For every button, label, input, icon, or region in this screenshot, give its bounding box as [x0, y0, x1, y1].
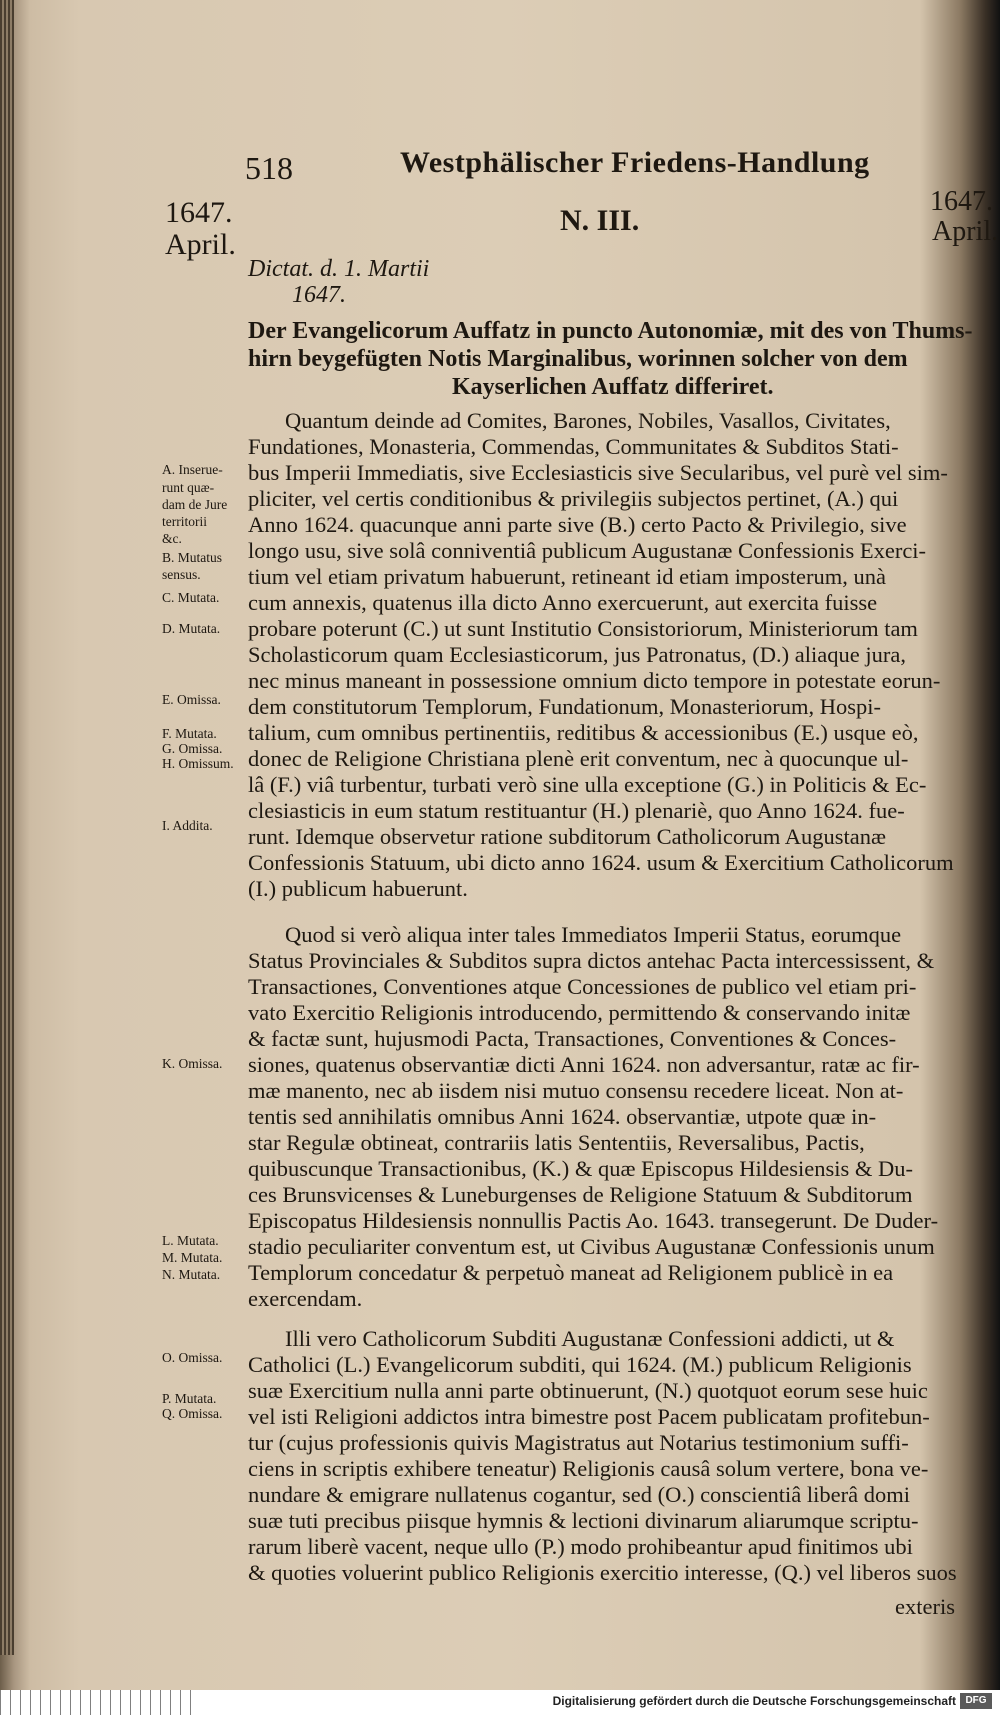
body-line: Catholici (L.) Evangelicorum subditi, qui 1624. (M.) publicum Religionis [248, 1352, 912, 1377]
catchword: exteris [895, 1594, 955, 1619]
margin-note: E. Omissa. [162, 692, 221, 707]
body-line: stadio peculiariter conventum est, ut Civibus Augustanæ Confessionis unum [248, 1234, 935, 1259]
body-line: probare poterunt (C.) ut sunt Institutio Consistoriorum, Ministeriorum tam [248, 616, 918, 641]
body-line: (I.) publicum habuerunt. [248, 876, 468, 901]
margin-month-right: April. [932, 216, 999, 247]
body-line: rarum liberè vacent, neque ullo (P.) modo prohibeantur apud finitimos ubi [248, 1534, 913, 1559]
scale-ruler [0, 1690, 200, 1715]
margin-month-left: April. [165, 228, 236, 261]
body-line: longo usu, sive solâ conniventiâ publicum Augustanæ Confessionis Exerci- [248, 538, 927, 563]
funding-notice: Digitalisierung gefördert durch die Deutsche Forschungsgemeinschaft [552, 1694, 956, 1708]
body-line: & factæ sunt, hujusmodi Pacta, Transactiones, Conventiones & Conces- [248, 1026, 897, 1051]
margin-note: C. Mutata. [162, 590, 220, 605]
dictat-date: Dictat. d. 1. Martii [248, 256, 430, 282]
margin-note: N. Mutata. [162, 1267, 221, 1282]
page-number: 518 [245, 150, 293, 186]
margin-note: A. Inserue- [162, 462, 223, 477]
body-line: Scholasticorum quam Ecclesiasticorum, jus Patronatus, (D.) aliaque jura, [248, 642, 906, 667]
margin-note: I. Addita. [162, 818, 213, 833]
body-line: tium vel etiam privatum habuerunt, retineant id etiam imposterum, unà [248, 564, 886, 589]
body-line: cum annexis, quatenus illa dicto Anno exercuerunt, aut exercita fuisse [248, 590, 878, 615]
margin-note: territorii [162, 514, 207, 529]
margin-note: K. Omissa. [162, 1056, 223, 1071]
body-line: vel isti Religioni addictos intra bimestre post Pacem publicatam profitebun- [248, 1404, 930, 1429]
body-line: bus Imperii Immediatis, sive Ecclesiasticis sive Secularibus, vel purè vel sim- [248, 460, 948, 485]
body-line: ces Brunsvicenses & Luneburgenses de Religione Statuum & Subditorum [248, 1182, 913, 1207]
body-line: vato Exercitio Religionis introducendo, permittendo & conservando initæ [248, 1000, 911, 1025]
body-line: Transactiones, Conventiones atque Concessiones de publico vel etiam pri- [248, 974, 917, 999]
body-line: quibuscunque Transactionibus, (K.) & quæ Episcopus Hildesiensis & Du- [248, 1156, 913, 1181]
margin-note: &c. [162, 531, 182, 546]
margin-note: sensus. [162, 567, 201, 582]
body-line: Status Provinciales & Subditos supra dictos antehac Pacta intercessissent, & [248, 948, 935, 973]
margin-year-left: 1647. [165, 196, 233, 229]
page-edge-shadow [0, 0, 14, 1655]
margin-note: runt quæ- [162, 480, 215, 495]
body-line: mæ manento, nec ab iisdem nisi mutuo consensu recedere liceat. Non at- [248, 1078, 904, 1103]
heading-line: Der Evangelicorum Auffatz in puncto Autonomiæ, mit des von Thums- [248, 318, 973, 344]
body-line: siones, quatenus observantiæ dicti Anni 1624. non adversantur, ratæ ac fir- [248, 1052, 920, 1077]
margin-note: D. Mutata. [162, 621, 221, 636]
margin-year-right: 1647. [930, 186, 993, 217]
margin-note: L. Mutata. [162, 1233, 219, 1248]
margin-note: G. Omissa. [162, 741, 223, 756]
body-line: runt. Idemque observetur ratione subditorum Catholicorum Augustanæ [248, 824, 887, 849]
body-line: lâ (F.) viâ turbentur, turbati verò sine ulla exceptione (G.) in Politicis & Ec- [248, 772, 927, 797]
body-line: star Regulæ obtineat, contrariis latis Sententiis, Reversalibus, Pactis, [248, 1130, 865, 1155]
body-line: Quod si verò aliqua inter tales Immediatos Imperii Status, eorumque [285, 922, 902, 947]
body-line: ciens in scriptis exhibere teneatur) Religionis causâ solum vertere, bona ve- [248, 1456, 929, 1481]
heading-line: hirn beygefügten Notis Marginalibus, worinnen solcher von dem [248, 346, 908, 372]
body-line: tentis sed annihilatis omnibus Anni 1624. observantiæ, utpote quæ in- [248, 1104, 877, 1129]
body-line: nundare & emigrare nullatenus cogantur, sed (O.) conscientiâ liberâ domi [248, 1482, 910, 1507]
body-line: talium, cum omnibus pertinentiis, reditibus & accessionibus (E.) usque eò, [248, 720, 919, 745]
body-line: Illi vero Catholicorum Subditi Augustanæ Confessioni addicti, ut & [285, 1326, 895, 1351]
body-line: dem constitutorum Templorum, Fundationum, Monasteriorum, Hospi- [248, 694, 881, 719]
margin-note: M. Mutata. [162, 1250, 223, 1265]
body-line: pliciter, vel certis conditionibus & privilegiis subjectos pertinet, (A.) qui [248, 486, 899, 511]
running-head: Westphälischer Friedens-Handlung [400, 146, 870, 179]
margin-note: F. Mutata. [162, 726, 217, 741]
margin-note: dam de Jure [162, 497, 228, 512]
body-line: suæ tuti precibus piisque hymnis & lectioni divinarum aliarumque scriptu- [248, 1508, 919, 1533]
body-line: clesiasticis in eum statum restituantur (H.) plenariè, quo Anno 1624. fue- [248, 798, 905, 823]
margin-note: Q. Omissa. [162, 1406, 223, 1421]
document-number: N. III. [560, 204, 640, 237]
margin-note: B. Mutatus [162, 550, 223, 565]
body-line: nec minus maneant in possessione omnium dicto tempore in potestate eorun- [248, 668, 941, 693]
dfg-logo: DFG [960, 1693, 992, 1709]
body-line: Episcopatus Hildesiensis nonnullis Pactis Ao. 1643. transegerunt. De Duder- [248, 1208, 939, 1233]
body-line: Fundationes, Monasteria, Commendas, Communitates & Subditos Stati- [248, 434, 899, 459]
heading-line: Kayserlichen Auffatz differiret. [452, 374, 774, 400]
margin-note: H. Omissum. [162, 756, 234, 771]
body-line: suæ Exercitium nulla anni parte obtinuerunt, (N.) quotquot eorum sese huic [248, 1378, 928, 1403]
margin-note: P. Mutata. [162, 1391, 217, 1406]
body-line: exercendam. [248, 1286, 363, 1311]
dictat-year: 1647. [292, 282, 346, 308]
body-line: & quoties voluerint publico Religionis exercitio interesse, (Q.) vel liberos suos [248, 1560, 957, 1585]
margin-note: O. Omissa. [162, 1350, 223, 1365]
body-line: donec de Religione Christiana plenè erit conventum, nec à quocunque ul- [248, 746, 909, 771]
body-line: tur (cujus professionis quivis Magistratus aut Notarius testimonium suffi- [248, 1430, 909, 1455]
body-line: Templorum concedatur & perpetuò maneat ad Religionem publicè in ea [248, 1260, 894, 1285]
body-line: Anno 1624. quacunque anni parte sive (B.) certo Pacto & Privilegio, sive [248, 512, 907, 537]
body-line: Quantum deinde ad Comites, Barones, Nobiles, Vasallos, Civitates, [285, 408, 891, 433]
body-line: Confessionis Statuum, ubi dicto anno 1624. usum & Exercitium Catholicorum [248, 850, 954, 875]
